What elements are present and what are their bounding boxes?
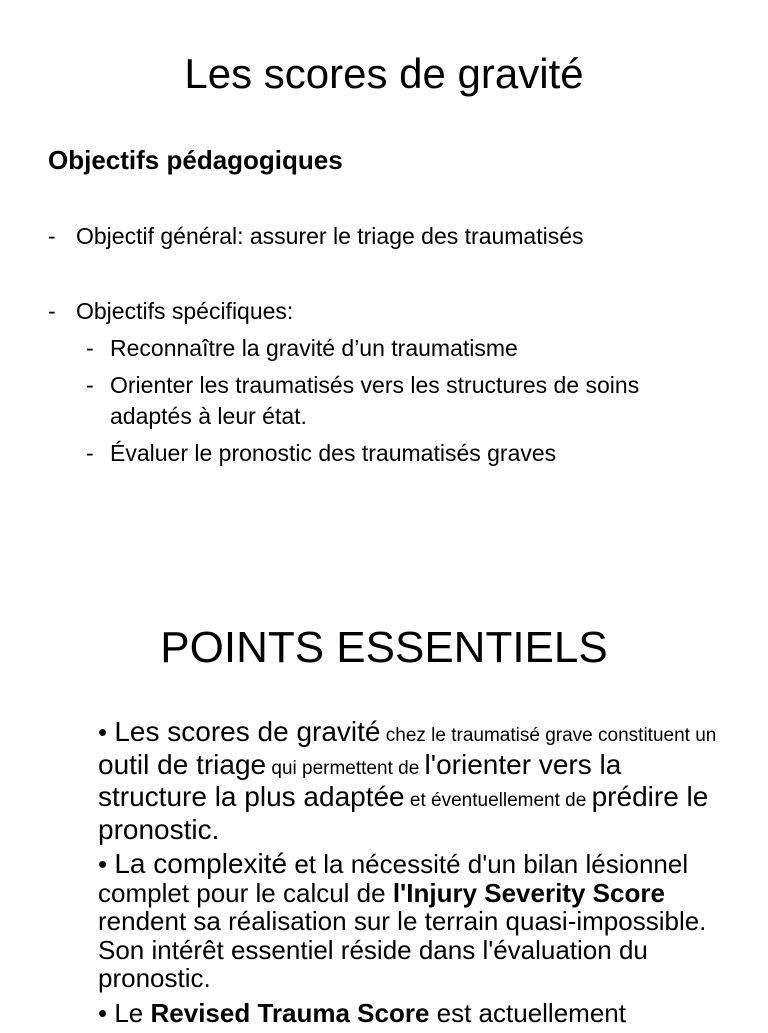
essential-point-2 <box>98 850 728 993</box>
page-title: Les scores de gravité <box>184 50 584 97</box>
objectives-heading: Objectifs pédagogiques <box>48 145 343 175</box>
point-text: chez le traumatisé grave constituent un <box>380 725 717 746</box>
list-item-text: Orienter les traumatisés vers les structures de soins adaptés à leur état. <box>110 372 640 429</box>
point-text: Les scores de gravité <box>114 716 381 747</box>
list-item <box>86 333 726 364</box>
point-text: rendent sa réalisation sur le terrain quasi-impossible. Son intérêt essentiel réside dans l'évaluation du pronostic. <box>98 906 707 993</box>
point-text: Le <box>114 997 151 1028</box>
point-text: qui permettent de <box>266 757 425 779</box>
point-text-bold: l'Injury Severity Score <box>392 877 665 908</box>
essential-point-1 <box>98 718 728 844</box>
dash-marker: - <box>86 335 94 361</box>
dash-marker: - <box>86 372 94 398</box>
list-item-text: Évaluer le pronostic des traumatisés graves <box>110 440 557 466</box>
objective-general-text: Objectif général: assurer le triage des traumatisés <box>76 223 584 249</box>
bullet-marker: • <box>98 849 108 879</box>
dash-marker: - <box>86 440 94 466</box>
objective-general <box>48 221 738 251</box>
point-text: l'orienter vers la structure la plus adaptée <box>98 748 622 812</box>
point-text: prédire le pronostic. <box>98 781 709 845</box>
point-text-bold: Revised Trauma Score <box>150 997 430 1028</box>
point-text: et la nécessité d'un bilan lésionnel complet pour le calcul de <box>98 849 689 908</box>
dash-marker: - <box>48 223 56 249</box>
point-text: est actuellement <box>429 997 626 1028</box>
dash-marker: - <box>48 298 56 324</box>
objective-specific-text: Objectifs spécifiques: <box>76 298 294 324</box>
specific-objectives-list <box>86 333 726 475</box>
point-text: et éventuellement de <box>404 790 592 811</box>
points-essentiels-title: POINTS ESSENTIELS <box>160 623 608 672</box>
bullet-marker: • <box>98 717 108 747</box>
essential-points-list <box>98 718 728 1033</box>
point-text: La complexité <box>114 848 288 879</box>
essential-point-3 <box>98 999 728 1028</box>
list-item <box>86 438 726 469</box>
objective-specific <box>48 296 738 326</box>
list-item <box>86 370 726 432</box>
bullet-marker: • <box>98 997 108 1028</box>
point-text: outil de triage <box>98 748 267 780</box>
list-item-text: Reconnaître la gravité d’un traumatisme <box>110 335 518 361</box>
